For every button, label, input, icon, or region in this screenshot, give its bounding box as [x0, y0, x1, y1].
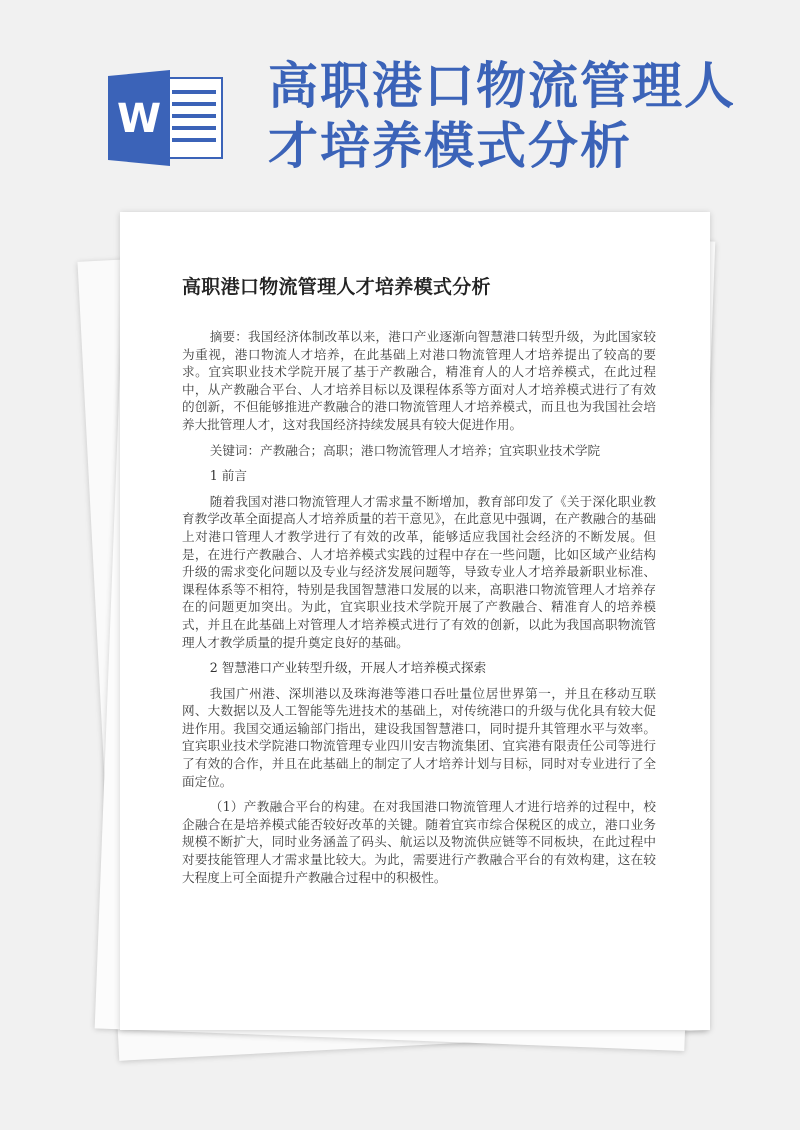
document-body — [182, 274, 656, 894]
section-heading: 2 智慧港口产业转型升级，开展人才培养模式探索 — [209, 660, 487, 676]
keywords: 关键词：产教融合；高职；港口物流管理人才培养；宜宾职业技术学院 — [209, 442, 601, 458]
abstract: 摘要：我国经济体制改革以来，港口产业逐渐向智慧港口转型升级，为此国家较为重视，港口物流人才培养，在此基础上对港口物流管理人才培养提出了较高的要求。宜宾职业技术学院开展了基于产教融合，精准育人的人才培养模式，在此过程中，从产教融合平台、人才培养目标以及课程体系等方面对人才培养模式进行了有效的创新，不但能够推进产教融合的港口物流管理人才培养模式，而且也为我国社会培养大批管理人才，这对我国经济持续发展具有较大促进作用。 — [182, 329, 656, 432]
svg-text:W: W — [116, 96, 162, 142]
header-title: 高职港口物流管理人才培养模式分析 — [268, 56, 736, 175]
section-heading: 1 前言 — [209, 468, 247, 484]
paragraph: 随着我国对港口物流管理人才需求量不断增加，教育部印发了《关于深化职业教育教学改革全面提高人才培养质量的若干意见》，在此意见中强调，在产教融合的基础上对港口管理人才教学进行了有效的改革，能够适应我国社会经济的不断发展。但是，在进行产教融合、人才培养模式实践的过程中存在一些问题，比如区域产业结构升级的需求变化问题以及专业与经济发展问题等，导致专业人才培养最新职业标准、课程体系等不相符，特别是我国智慧港口发展的以来，高职港口物流管理人才培养存在的问题更加突出。为此，宜宾职业技术学院开展了产教融合、精准育人的培养模式，并且在此基础上对管理人才培养模式进行了有效的创新，以此为我国高职物流管理人才教学质量的提升奠定良好的基础。 — [182, 493, 656, 650]
paragraph: （1）产教融合平台的构建。在对我国港口物流管理人才进行培养的过程中，校企融合在是培养模式能否较好改革的关键。随着宜宾市综合保税区的成立，港口业务规模不断扩大，同时业务涵盖了码头、航运以及物流供应链等不同板块，在此过程中对要技能管理人才需求量比较大。为此，需要进行产教融合平台的有效构建，这在较大程度上可全面提升产教融合过程中的积极性。 — [182, 799, 656, 885]
paragraph: 我国广州港、深圳港以及珠海港等港口吞吐量位居世界第一，并且在移动互联网、大数据以及人工智能等先进技术的基础上，对传统港口的升级与优化具有较大促进作用。我国交通运输部门指出，建设我国智慧港口，同时提升其管理水平与效率。宜宾职业技术学院港口物流管理专业四川安吉物流集团、宜宾港有限责任公司等进行了有效的合作，并且在此基础上的制定了人才培养计划与目标，同时对专业进行了全面定位。 — [182, 685, 656, 789]
document-page — [120, 212, 710, 1030]
document-title: 高职港口物流管理人才培养模式分析 — [182, 276, 491, 298]
